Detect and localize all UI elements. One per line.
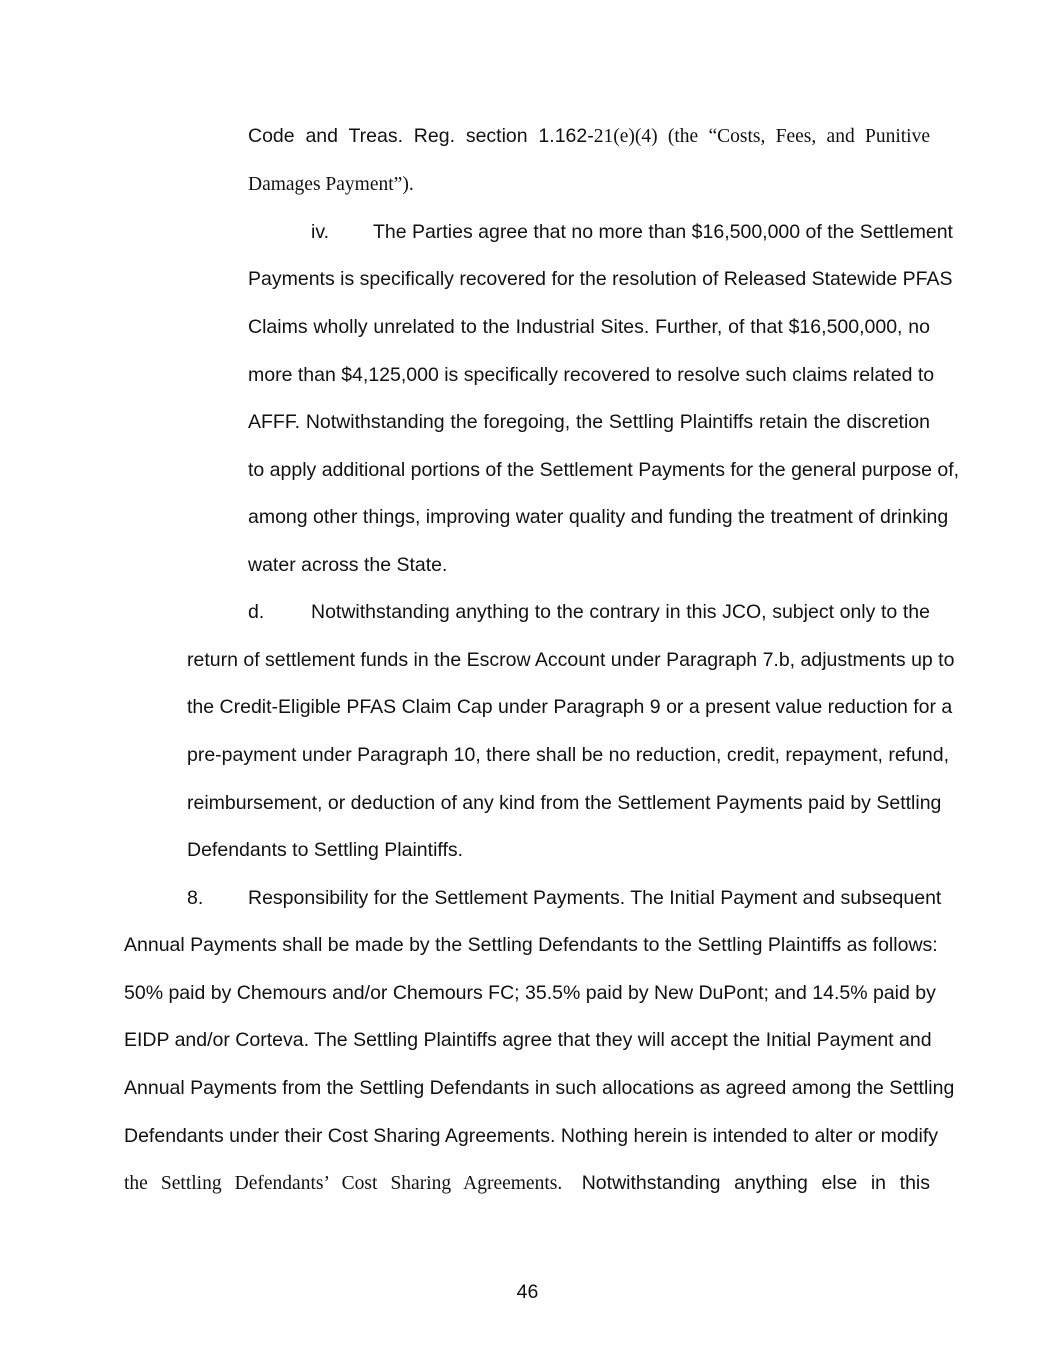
paragraph-8-line-7-sans: Notwithstanding anything else in this	[581, 1172, 931, 1194]
item-iv-line-4: more than $4,125,000 is specifically recovered to resolve such claims related to	[248, 364, 935, 386]
continuation-line-2: Damages Payment”).	[248, 174, 414, 195]
item-d-marker: d.	[248, 601, 265, 623]
paragraph-8-line-3: 50% paid by Chemours and/or Chemours FC; 35.5% paid by New DuPont; and 14.5% paid by	[124, 982, 936, 1004]
item-iv-line-5: AFFF. Notwithstanding the foregoing, the Settling Plaintiffs retain the discretion	[248, 411, 930, 433]
item-d-line-6: Defendants to Settling Plaintiffs.	[187, 839, 464, 861]
item-d-line-1: Notwithstanding anything to the contrary in this JCO, subject only to the	[311, 601, 930, 623]
item-iv-line-1: The Parties agree that no more than $16,500,000 of the Settlement	[373, 221, 953, 243]
item-iv-line-2: Payments is specifically recovered for the resolution of Released Statewide PFAS	[248, 268, 953, 290]
paragraph-8-line-1: Responsibility for the Settlement Payments. The Initial Payment and subsequent	[248, 887, 942, 909]
paragraph-8-line-4: EIDP and/or Corteva. The Settling Plaintiffs agree that they will accept the Initial Payment and	[124, 1029, 932, 1051]
paragraph-8-line-6: Defendants under their Cost Sharing Agreements. Nothing herein is intended to alter or modify	[124, 1125, 939, 1147]
item-iv-line-7: among other things, improving water quality and funding the treatment of drinking	[248, 506, 949, 528]
item-iv-line-8: water across the State.	[248, 554, 448, 576]
item-iv-line-6: to apply additional portions of the Settlement Payments for the general purpose of,	[248, 459, 960, 481]
item-d-line-2: return of settlement funds in the Escrow Account under Paragraph 7.b, adjustments up to	[187, 649, 955, 671]
paragraph-8-line-7	[124, 1171, 930, 1196]
continuation-line-1-serif: 21(e)(4) (the “Costs, Fees, and Punitive	[593, 126, 930, 147]
page-number: 46	[516, 1281, 539, 1303]
item-iv-line-3: Claims wholly unrelated to the Industrial Sites. Further, of that $16,500,000, no	[248, 316, 930, 338]
item-d-line-3: the Credit-Eligible PFAS Claim Cap under Paragraph 9 or a present value reduction for a	[187, 696, 953, 718]
continuation-line-1-sans: Code and Treas. Reg. section 1.162-	[248, 125, 594, 147]
item-d-line-4: pre-payment under Paragraph 10, there shall be no reduction, credit, repayment, refund,	[187, 744, 950, 766]
item-d-line-5: reimbursement, or deduction of any kind from the Settlement Payments paid by Settling	[187, 792, 942, 814]
paragraph-8-line-5: Annual Payments from the Settling Defendants in such allocations as agreed among the Settling	[124, 1077, 955, 1099]
item-iv-marker: iv.	[311, 221, 330, 243]
paragraph-8-line-7-serif: the Settling Defendants’ Cost Sharing Agreements.	[124, 1173, 563, 1194]
continuation-line-1	[248, 124, 930, 149]
paragraph-8-line-2: Annual Payments shall be made by the Settling Defendants to the Settling Plaintiffs as follows:	[124, 934, 938, 956]
paragraph-8-marker: 8.	[187, 887, 204, 909]
